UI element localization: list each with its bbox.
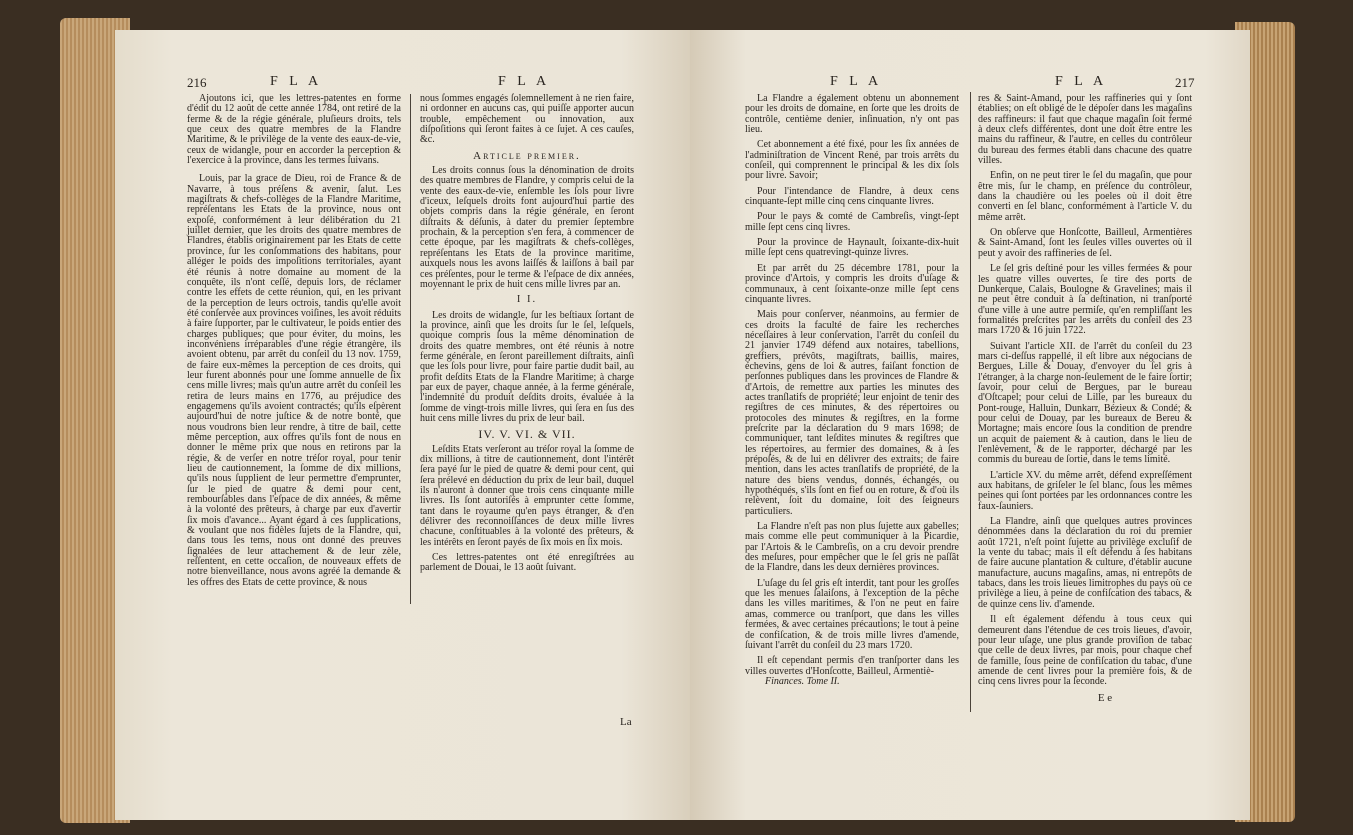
running-head-left-col2: F L A xyxy=(498,74,551,89)
paragraph: L'uſage du ſel gris eſt interdit, tant pour les groſſes que les menues ſalaiſons, à l'exception de la pêche dans les villes maritimes, & l'on ne peut en faire amas, commerce ou tranſport, que dans les villes fermées, & avec certaines précautions; le tout à peine de confiſcation, & de trois mille livres d'amende, ſuivant l'arrêt du conſeil du 23 mars 1720. xyxy=(745,577,959,651)
paragraph: res & Saint-Amand, pour les raffineries qui y ſont établies; on eſt obligé de le dépoſer dans les magaſins des raffineurs: il faut que chaque magaſin ſoit fermé à deux clefs différentes, dont une doit être entre les mains du raffineur, & l'autre, en celles du contrôleur du bureau des fermes établi dans chacune des quatre villes. xyxy=(978,93,1192,167)
paragraph: Et par arrêt du 25 décembre 1781, pour la province d'Artois, y compris les droits d'uſage & communaux, à cent ſoixante-onze mille ſept cens cinquante livres. xyxy=(745,262,959,305)
paragraph: Louis, par la grace de Dieu, roi de France & de Navarre, à tous préſens & avenir, ſalut. Les magiſtrats & chefs-collèges de la Flandre Maritime, repréſentans les Etats de la province, nous ont expoſé, conformément à leur délibération du 21 juillet dernier, que les droits des quatre membres de Flandres, établis originairement par les Etats de cette province, ſur les conſommations des habitans, pour alléger le poids des impoſitions territoriales, ayant été réunis à notre domaine au moment de la conquête, ils n'ont ceſſé, depuis lors, de réclamer contre les effets de cette réunion, qui, en les privant de la perception de leurs octrois, tandis qu'elle avoit été conſervée aux provinces voiſines, les avoit réduits à faire ſupporter, par le cultivateur, le poids entier des charges publiques; que pour éviter, du moins, les inconvéniens irréparables d'une régie étrangère, ils avoient obtenu, par arrêt du conſeil du 13 nov. 1759, de faire eux-mêmes la perception de ces droits, qui leur furent abonnés pour une ſomme annuelle de ſix cens mille livres; mais qu'un autre arrêt du conſeil les retira de leurs mains en 1776, au préjudice des engagemens qu'ils avoient contractés; qu'ils eſpèrent aujourd'hui de notre juſtice & de notre bonté, que nous voudrons bien leur rendre, à titre de bail, cette même perception, aux offres qu'ils font de nous en donner le même prix que nous en retirons par la régie, & de verſer en notre tréſor royal, pour tenir lieu de cautionnement, la ſomme de dix millions, qu'ils nous ſupplient de leur permettre d'emprunter, ſur le pied de quatre & demi pour cent, rembourſables dans l'eſpace de dix années, & même à la volonté des prêteurs, à charge par eux d'avertir ſix mois d'avance... Ayant égard à ces ſupplications, & voulant que nos fidèles ſujets de la Flandre, qui, dans tous les tems, nous ont donné des preuves ſignalées de leur attachement & de leur zèle, reſſentent, en cette occaſion, de nouveaux effets de notre bienveillance, nous avons agréé la demande & les offres des Etats de cette province, & nous xyxy=(187,173,401,588)
paragraph: L'article XV. du même arrêt, défend expreſſément aux habitans, de griſeler le ſel blanc, ſous les mêmes peines qui ſont portées par les ordonnances contre les faux-ſauniers. xyxy=(978,469,1192,512)
running-head-right-col1: F L A xyxy=(830,74,883,89)
paragraph: Mais pour conſerver, néanmoins, au fermier de ces droits la faculté de faire les recherches néceſſaires à leur conſervation, l'arrêt du conſeil du 21 janvier 1749 défend aux notaires, tabellions, greffiers, prévôts, magiſtrats, baillis, maires, échevins, gens de loi & autres, faiſant fonction de perſonnes publiques dans les provinces de Flandre & d'Artois, de remettre aux parties les minutes des actes tranſlatifs de propriété; leur enjoint de tenir des regiſtres de ces minutes, & des répertoires ou protocoles des minutes & regiſtres, en la forme preſcrite par la déclaration du 9 mars 1698; de communiquer, tant leſdites minutes & regiſtres que les répertoires, au fermier des domaines, & à ſes prépoſés, & de lui en délivrer des extraits; de faire mention, dans les actes tranſlatifs de propriété, de la nature des biens vendus, donnés, échangés, ou hypothéqués, s'ils ſont en fief ou en roture, & d'où ils relèvent, ſoit du domaine, ſoit des ſeigneurs particuliers. xyxy=(745,309,959,517)
running-head-right-col2: F L A xyxy=(1055,74,1108,89)
paragraph: Pour la province de Haynault, ſoixante-dix-huit mille ſept cens quatrevingt-quinze livres. xyxy=(745,237,959,259)
paragraph: Suivant l'article XII. de l'arrêt du conſeil du 23 mars ci-deſſus rappellé, il eſt libre aux négocians de Bergues, Lille & Douay, d'envoyer du ſel gris à l'étranger, à la charge non-ſeulement de le faire ſortir; ſavoir, pour celui de Bergues, par le bureau d'Oſtcapel; pour celui de Lille, par les bureaux du Pont-rouge, Halluin, Dunkarr, Bézieux & Condé; & pour celui de Douay, par les bureaux de Bereu & Mortagne; mais encore ſous la condition de prendre un acquit de paiement & à caution, dans le lieu de l'enlèvement, & de le rapporter, déchargé par les commis du bureau de ſortie, dans le tems limité. xyxy=(978,340,1192,466)
right-page-column-2 xyxy=(978,94,1192,703)
paragraph: Il eſt également défendu à tous ceux qui demeurent dans l'étendue de ces trois lieues, d'avoir, pour leur uſage, une plus grande proviſion de tabac que celle de deux livres, par mois, pour chaque chef de famille, ſous peine de confiſcation du tabac, d'une amende de cent livres pour la première fois, & de cinq cens livres pour la ſeconde. xyxy=(978,614,1192,688)
left-page-column-2 xyxy=(420,94,634,579)
section-heading: I I. xyxy=(516,294,538,306)
column-divider xyxy=(970,92,971,712)
left-page-column-1 xyxy=(187,94,401,593)
column-divider xyxy=(410,94,411,604)
right-page-column-1 xyxy=(745,94,959,687)
catchword: La xyxy=(620,716,632,728)
paragraph: Ajoutons ici, que les lettres-patentes en forme d'édit du 12 août de cette année 1784, ont retiré de la ferme & de la régie générale, pluſieurs droits, tels que ceux des quatre membres de la Flandre Maritime, & le privilège de la vente des eaux-de-vie, ceux de widangle, pour en accorder la perception & l'exercice à la province, dans les termes ſuivans. xyxy=(187,93,401,167)
paragraph: Ces lettres-patentes ont été enregiſtrées au parlement de Douai, le 13 août ſuivant. xyxy=(420,552,634,574)
paragraph: La Flandre, ainſi que quelques autres provinces dénommées dans la déclaration du roi du premier août 1721, n'eſt point ſujette au privilège excluſif de la vente du tabac; mais il eſt défendu à ſes habitans de faire aucune plantation & culture, d'établir aucune manufacture, aucuns magaſins, amas, ni entrepôts de tabacs, dans les trois lieues limitrophes du pays où ce privilège a lieu, à peine de confiſcation des tabacs, & de quinze cens liv. d'amende. xyxy=(978,516,1192,610)
paragraph: Il eſt cependant permis d'en tranſporter dans les villes ouvertes d'Honſcotte, Bailleul, Armentiè- xyxy=(745,655,959,677)
paragraph: Pour le pays & comté de Cambreſis, vingt-ſept mille ſept cens cinq livres. xyxy=(745,211,959,233)
paragraph: Pour l'intendance de Flandre, à deux cens cinquante-ſept mille cinq cens cinquante livres. xyxy=(745,185,959,208)
page-number-left: 216 xyxy=(187,75,207,90)
footer-volume: Finances. Tome II. xyxy=(765,675,840,687)
paragraph: Le ſel gris deſtiné pour les villes fermées & pour les quatre villes ouvertes, ſe tire des ports de Dunkerque, Calais, Boulogne & Gravelines; mais il ne peut être conduit à ſa deſtination, ni tranſporté d'une ville à une autre permiſe, qu'en rempliſſant les formalités preſcrites par les arrêts du conſeil des 23 mars 1720 & 16 juin 1722. xyxy=(978,263,1192,337)
paragraph: La Flandre n'eſt pas non plus ſujette aux gabelles; mais comme elle peut communiquer à la Picardie, par l'Artois & le Cambreſis, on a cru devoir prendre des meſures, pour empêcher que le ſel gris ne paſſât de la Flandre, dans les deux dernières provinces. xyxy=(745,521,959,574)
paragraph: Cet abonnement a été fixé, pour les ſix années de l'adminiſtration de Vincent René, par trois arrêts du conſeil, qui comprennent le principal & les dix ſols pour livre. Savoir; xyxy=(745,139,959,182)
section-heading: Article premier. xyxy=(473,149,581,162)
paragraph: nous ſommes engagés ſolemnellement à ne rien faire, ni ordonner en aucuns cas, qui puiſſe apporter aucun trouble, empêchement ou innovation, aux diſpoſitions qui ſeront faites à ce ſujet. A ces cauſes, &c. xyxy=(420,93,634,146)
running-head-left-col1: F L A xyxy=(270,74,323,89)
paragraph: Les droits connus ſous la dénomination de droits des quatre membres de Flandre, y compris celui de la vente des eaux-de-vie, enſemble les ſols pour livre d'iceux, leſquels droits font aujourd'hui partie des objets compris dans la régie générale, en ſeront diſtraits & déſunis, à dater du premier ſeptembre prochain, & la perception s'en fera, à commencer de cette époque, par les magiſtrats & chefs-collèges, repréſentans les Etats de la province maritime, auxquels nous les avons laiſſés & laiſſons à bail par ces préſentes, pour le terme & l'eſpace de dix années, moyennant le prix de huit cens mille livres par an. xyxy=(420,165,634,290)
paragraph: Enfin, on ne peut tirer le ſel du magaſin, que pour être mis, ſur le champ, en préſence du contrôleur, dans la chaudière ou les poeles où il doit être converti en ſel blanc, conformément à l'article V. du même arrêt. xyxy=(978,170,1192,223)
signature-mark: E e xyxy=(1097,691,1113,704)
paragraph: On obſerve que Honſcotte, Bailleul, Armentières & Saint-Amand, ſont les ſeules villes ouvertes où il peut y avoir des raffineries de ſel. xyxy=(978,227,1192,259)
paragraph: Les droits de widangle, ſur les beſtiaux ſortant de la province, ainſi que les droits ſur le ſel, leſquels, quoique compris ſous la même dénomination de droits des quatre membres, ont été réunis à notre ferme générale, en ſeront pareillement diſtraits, ainſi que les ſols pour livre, pour faire partie dudit bail, au profit deſdits Etats de la Flandre Maritime; à charge par eux de payer, chaque année, à la ferme générale, l'indemnité du produit deſdits droits, évaluée à la ſomme de vingt-trois mille livres, qui ſera en ſus des huit cens mille livres du prix de leur bail. xyxy=(420,309,634,424)
page-number-right: 217 xyxy=(1175,75,1195,90)
paragraph: Leſdits Etats verſeront au tréſor royal la ſomme de dix millions, à titre de cautionnement, dont l'intérêt ſera payé ſur le pied de quatre & demi pour cent, qui ſera prélevé en déduction du prix de leur bail, duquel ils n'auront à donner que trois cens cinquante mille livres. Ils ſont autoriſés à emprunter cette ſomme, tant dans le royaume qu'en pays étranger, & d'en délivrer des reconnoiſſances de deux mille livres chacune, conſtituables à la volonté des prêteurs, & les intérêts en ſeront payés de ſix mois en ſix mois. xyxy=(420,443,634,548)
section-heading: IV. V. VI. & VII. xyxy=(478,427,576,442)
paragraph: La Flandre a également obtenu un abonnement pour les droits de domaine, en ſorte que les droits de contrôle, centième denier, inſinuation, n'y ont pas lieu. xyxy=(745,93,959,136)
